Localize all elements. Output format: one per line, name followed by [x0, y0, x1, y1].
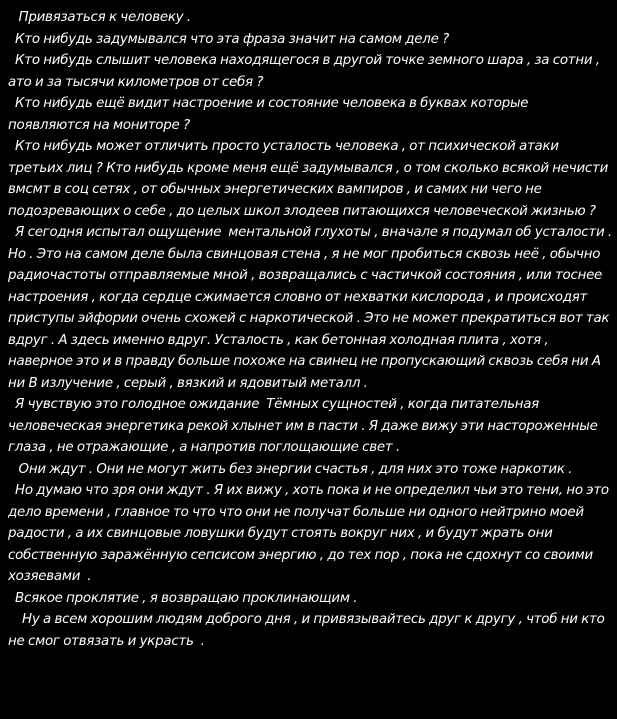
paragraph: Я чувствую это голодное ожидание Тёмных сущностей , когда питательная человеческая энергетика рекой хлынет им в пасти . Я даже вижу эти настороженные глаза , не отражающие , а напротив поглощающие свет .: [8, 397, 602, 455]
paragraph: Но думаю что зря они ждут . Я их вижу , хоть пока и не определил чьи это тени, но это дело времени , главное то что что они не получат больше ни одного нейтрино моей радости , а их свинцовые ловушки будут стоять вокруг них , и будут жрать они собственную заражённую сепсисом энергию , до тех пор , пока не сдохнут со своими хозяевами .: [8, 483, 613, 584]
paragraph: Кто нибудь ещё видит настроение и состояние человека в буквах которые появляются на мониторе ?: [8, 96, 532, 133]
paragraph: Всякое проклятие , я возвращаю проклинающим .: [8, 590, 358, 606]
paragraph-closing: Ну а всем хорошим людям доброго дня , и привязывайтесь друг к другу , чтоб ни кто не смог отвязать и украсть .: [8, 612, 609, 649]
paragraph: Кто нибудь задумывался что эта фраза значит на самом деле ?: [8, 31, 449, 47]
paragraph: Кто нибудь слышит человека находящегося в другой точке земного шара , за сотни , ато и за тысячи километров от себя ?: [8, 53, 604, 90]
paragraph: Они ждут . Они не могут жить без энергии счастья , для них это тоже наркотик .: [8, 461, 573, 477]
paragraph: Кто нибудь может отличить просто усталость человека , от психической атаки третьих лиц ? Кто нибудь кроме меня ещё задумывался , о том сколько всякой нечисти вмсмт в соц сетях , от обычных энергетических вампиров , и самих ни чего не подозревающих о себе , до целых школ злодеев питающихся человеческой жизнью ?: [8, 139, 612, 219]
post-text: [8, 7, 616, 652]
paragraph: Я сегодня испытал ощущение ментальной глухоты , вначале я подумал об усталости . Но . Это на самом деле была свинцовая стена , я не мог пробиться сквозь неё , обычно радиочастоты отправляемые мной , возвращались с частичкой состояния , или тоснее настроения , когда сердце сжимается словно от нехватки кислорода , и происходят приступы эйфории очень схожей с наркотической . Это не может прекратиться вот так вдруг . А здесь именно вдруг. Усталость , как бетонная холодная плита , хотя , наверное это и в правду больше похоже на свинец не пропускающий сквозь себя ни А ни В излучение , серый , вязкий и ядовитый металл .: [8, 225, 616, 391]
paragraph-title: Привязаться к человеку .: [8, 10, 191, 25]
